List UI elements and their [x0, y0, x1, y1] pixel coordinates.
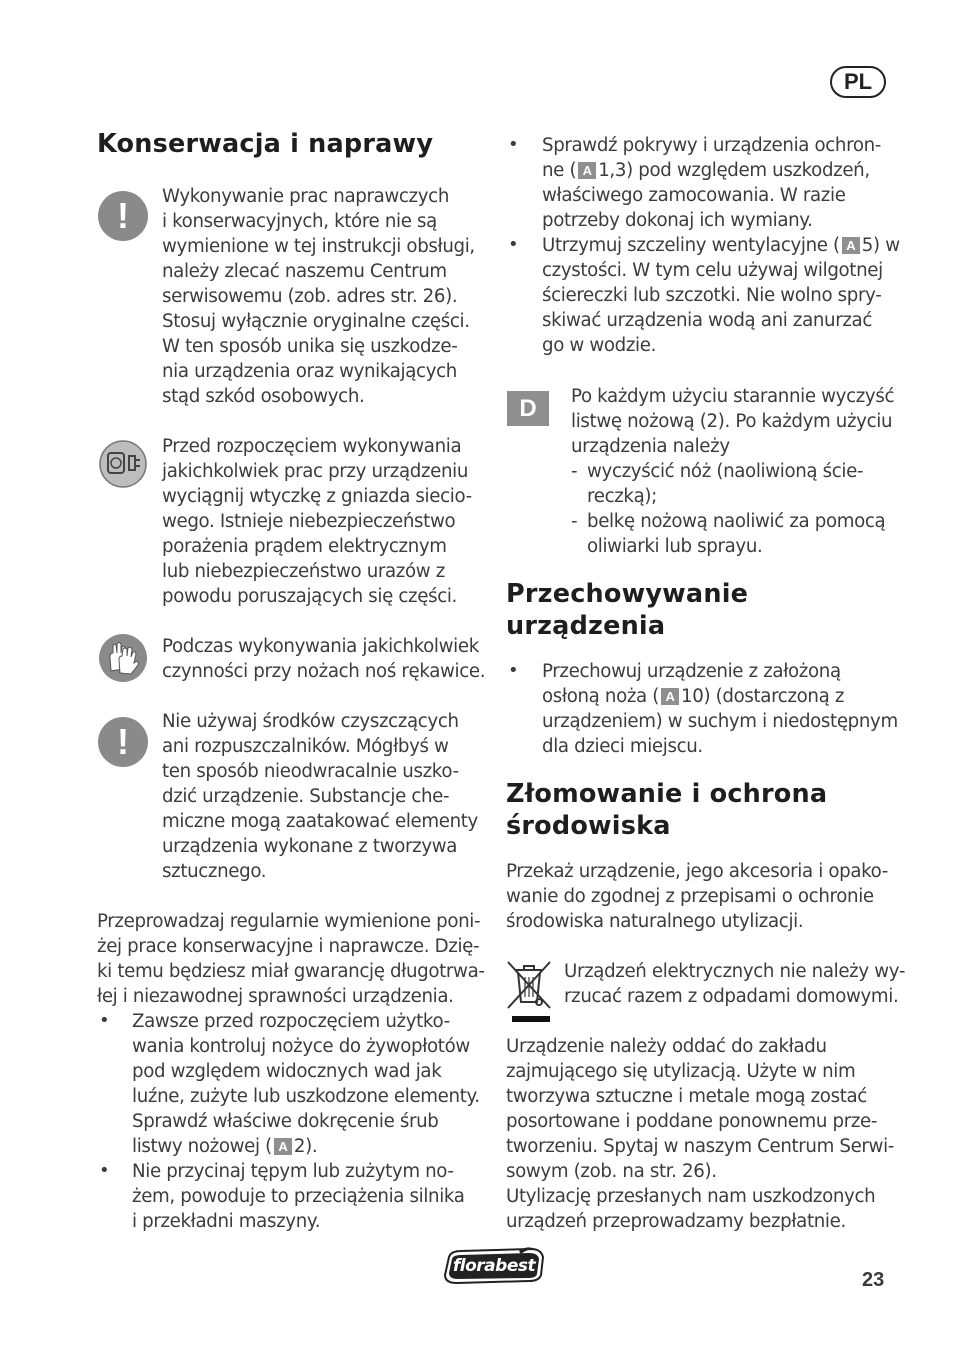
text-line: wanie do zgodnej z przepisami o ochronie: [506, 886, 874, 907]
text-line: Urządzeń elektrycznych nie należy wy-: [564, 961, 906, 982]
text-line: wyczyścić nóż (naoliwioną ście-: [587, 461, 864, 482]
bullet-marker: •: [508, 134, 519, 155]
text-line: wego. Istnieje niebezpieczeństwo: [162, 511, 456, 532]
text-line: i konserwacyjnych, które nie są: [162, 211, 437, 232]
text-line: właściwego zamocowania. W razie: [542, 185, 846, 206]
disposal-outro-text: [506, 1034, 894, 1234]
bullet-check-covers: [542, 133, 881, 233]
text-line: ki temu będziesz miał gwarancję długotrwa-: [97, 961, 485, 982]
section-heading-disposal: [506, 778, 827, 842]
text-line: zajmującego się utylizacją. Użyte w nim: [506, 1061, 856, 1082]
exclamation-warning-icon: !: [98, 191, 148, 241]
text-line: czynności przy nożach noś rękawice.: [162, 661, 486, 682]
dash-marker: -: [571, 511, 578, 532]
heading-line: Przechowywanie: [506, 579, 749, 609]
text-line: Utylizację przesłanych nam uszkodzonych: [506, 1186, 876, 1207]
inline-text: 10) (dostarczoną z: [681, 686, 845, 707]
text-line: miczne mogą zaatakować elementy: [162, 811, 478, 832]
warning-repair-text: [162, 184, 475, 409]
text-line: potrzeby dokonaj ich wymiany.: [542, 210, 813, 231]
text-line: wymienione w tej instrukcji obsługi,: [162, 236, 475, 257]
inline-text: ne (: [542, 160, 577, 181]
text-line: luźne, zużyte lub uszkodzone elementy.: [132, 1086, 480, 1107]
bullet-marker: •: [508, 234, 519, 255]
text-line: sowym (zob. na str. 26).: [506, 1161, 717, 1182]
inline-text: listwy nożowej (: [132, 1136, 272, 1157]
text-line: lub niebezpieczeństwo urazów z: [162, 561, 445, 582]
text-line: Przechowuj urządzenie z założoną: [542, 661, 841, 682]
figure-a-tag: A: [661, 688, 679, 705]
heading-line: Złomowanie i ochrona: [506, 779, 828, 809]
text-line: skiwać urządzenia wodą ani zanurzać: [542, 310, 872, 331]
text-line: Zawsze przed rozpoczęciem użytko-: [132, 1011, 450, 1032]
bullet-ventilation-slots: [542, 233, 900, 358]
text-line: czystości. W tym celu używaj wilgotnej: [542, 260, 883, 281]
page-number: 23: [862, 1269, 885, 1291]
gloves-instruction-text: [162, 634, 485, 684]
text-line: urządzeniem) w suchym i niedostępnym: [542, 711, 898, 732]
text-line: reczką);: [587, 486, 657, 507]
crossed-out-wheelie-bin-icon: [504, 958, 556, 1022]
bullet-storage: [542, 659, 898, 759]
text-line: belkę nożową naoliwić za pomocą: [587, 511, 886, 532]
text-line: rzucać razem z odpadami domowymi.: [564, 986, 899, 1007]
heading-line: urządzenia: [506, 611, 666, 641]
text-line: W ten sposób unika się uszkodze-: [162, 336, 458, 357]
text-line: Przekaż urządzenie, jego akcesoria i opako-: [506, 861, 888, 882]
text-line: łej i niezawodnej sprawności urządzenia.: [97, 986, 454, 1007]
weee-disposal-text: [564, 959, 905, 1009]
text-line: wyciągnij wtyczkę z gniazda siecio-: [162, 486, 472, 507]
text-line: Po każdym użyciu starannie wyczyść: [571, 386, 895, 407]
text-line: urządzenia wykonane z tworzywa: [162, 836, 458, 857]
text-line: żej prace konserwacyjne i naprawcze. Dzię-: [97, 936, 480, 957]
maintenance-intro-text: [97, 909, 485, 1009]
figure-a-tag: A: [274, 1138, 292, 1155]
text-line: pod względem widocznych wad jak: [132, 1061, 442, 1082]
text-line: dzić urządzenie. Substancje che-: [162, 786, 450, 807]
disposal-intro-text: [506, 859, 888, 934]
text-line: Przeprowadzaj regularnie wymienione poni-: [97, 911, 481, 932]
text-line: serwisowemu (zob. adres str. 26).: [162, 286, 458, 307]
cleaning-agents-warning-text: [162, 709, 478, 884]
text-line: ten sposób nieodwracalnie uszko-: [162, 761, 459, 782]
unplug-power-icon: [98, 439, 148, 489]
text-line: żem, powoduje to przeciążenia silnika: [132, 1186, 465, 1207]
inline-text: Utrzymuj szczeliny wentylacyjne (: [542, 235, 840, 256]
dash-marker: -: [571, 461, 578, 482]
section-heading-storage: [506, 578, 748, 642]
text-line: Wykonywanie prac naprawczych: [162, 186, 449, 207]
figure-a-tag: A: [842, 237, 860, 254]
inline-text: 5) w: [861, 235, 900, 256]
text-line: Podczas wykonywania jakichkolwiek: [162, 636, 479, 657]
text-line: ani rozpuszczalników. Mógłbyś w: [162, 736, 449, 757]
text-line: powodu poruszających się części.: [162, 586, 457, 607]
brand-wordmark: florabest: [452, 1256, 536, 1276]
text-line: należy zlecać naszemu Centrum: [162, 261, 447, 282]
text-line: Przed rozpoczęciem wykonywania: [162, 436, 462, 457]
text-line: oliwiarki lub sprayu.: [587, 536, 763, 557]
text-line: posortowane i poddane ponownemu prze-: [506, 1111, 878, 1132]
text-line: tworzywa sztuczne i metale mogą zostać: [506, 1086, 867, 1107]
exclamation-warning-icon: !: [98, 717, 148, 767]
text-line: środowiska naturalnego utylizacji.: [506, 911, 804, 932]
text-line: dla dzieci miejscu.: [542, 736, 703, 757]
inline-text: 1,3) pod względem uszkodzeń,: [598, 160, 870, 181]
section-heading-maintenance: Konserwacja i naprawy: [97, 129, 434, 159]
inline-text: osłoną noża (: [542, 686, 660, 707]
text-line: jakichkolwiek prac przy urządzeniu: [162, 461, 469, 482]
protective-gloves-icon: [98, 633, 148, 683]
text-line: stąd szkód osobowych.: [162, 386, 365, 407]
text-line: Nie używaj środków czyszczących: [162, 711, 459, 732]
heading-line: środowiska: [506, 811, 671, 841]
bullet-marker: •: [508, 660, 519, 681]
bullet-marker: •: [99, 1010, 110, 1031]
figure-d-tag: D: [507, 391, 549, 426]
language-badge: PL: [830, 66, 886, 98]
figure-a-tag: A: [578, 162, 596, 179]
text-line: Stosuj wyłącznie oryginalne części.: [162, 311, 470, 332]
blade-cleaning-text: [571, 384, 894, 559]
text-line: Sprawdź właściwe dokręcenie śrub: [132, 1111, 439, 1132]
text-line: ściereczki lub szczotki. Nie wolno spry-: [542, 285, 882, 306]
text-line: tworzeniu. Spytaj w naszym Centrum Serwi-: [506, 1136, 894, 1157]
bullet-marker: •: [99, 1160, 110, 1181]
text-line: wania kontroluj nożyce do żywopłotów: [132, 1036, 470, 1057]
text-line: listwę nożową (2). Po każdym użyciu: [571, 411, 893, 432]
text-line: i przekładni maszyny.: [132, 1211, 321, 1232]
inline-text: 2).: [293, 1136, 318, 1157]
text-line: go w wodzie.: [542, 335, 657, 356]
bullet-check-hedge-trimmer: [132, 1009, 480, 1159]
text-line: nia urządzenia oraz wynikających: [162, 361, 457, 382]
text-line: sztucznego.: [162, 861, 267, 882]
text-line: Sprawdź pokrywy i urządzenia ochron-: [542, 135, 881, 156]
text-line: porażenia prądem elektrycznym: [162, 536, 447, 557]
unplug-instruction-text: [162, 434, 472, 609]
text-line: urządzeń przeprowadzamy bezpłatnie.: [506, 1211, 846, 1232]
text-line: urządzenia należy: [571, 436, 730, 457]
bullet-dull-blade: [132, 1159, 465, 1234]
text-line: Urządzenie należy oddać do zakładu: [506, 1036, 827, 1057]
text-line: Nie przycinaj tępym lub zużytym no-: [132, 1161, 454, 1182]
